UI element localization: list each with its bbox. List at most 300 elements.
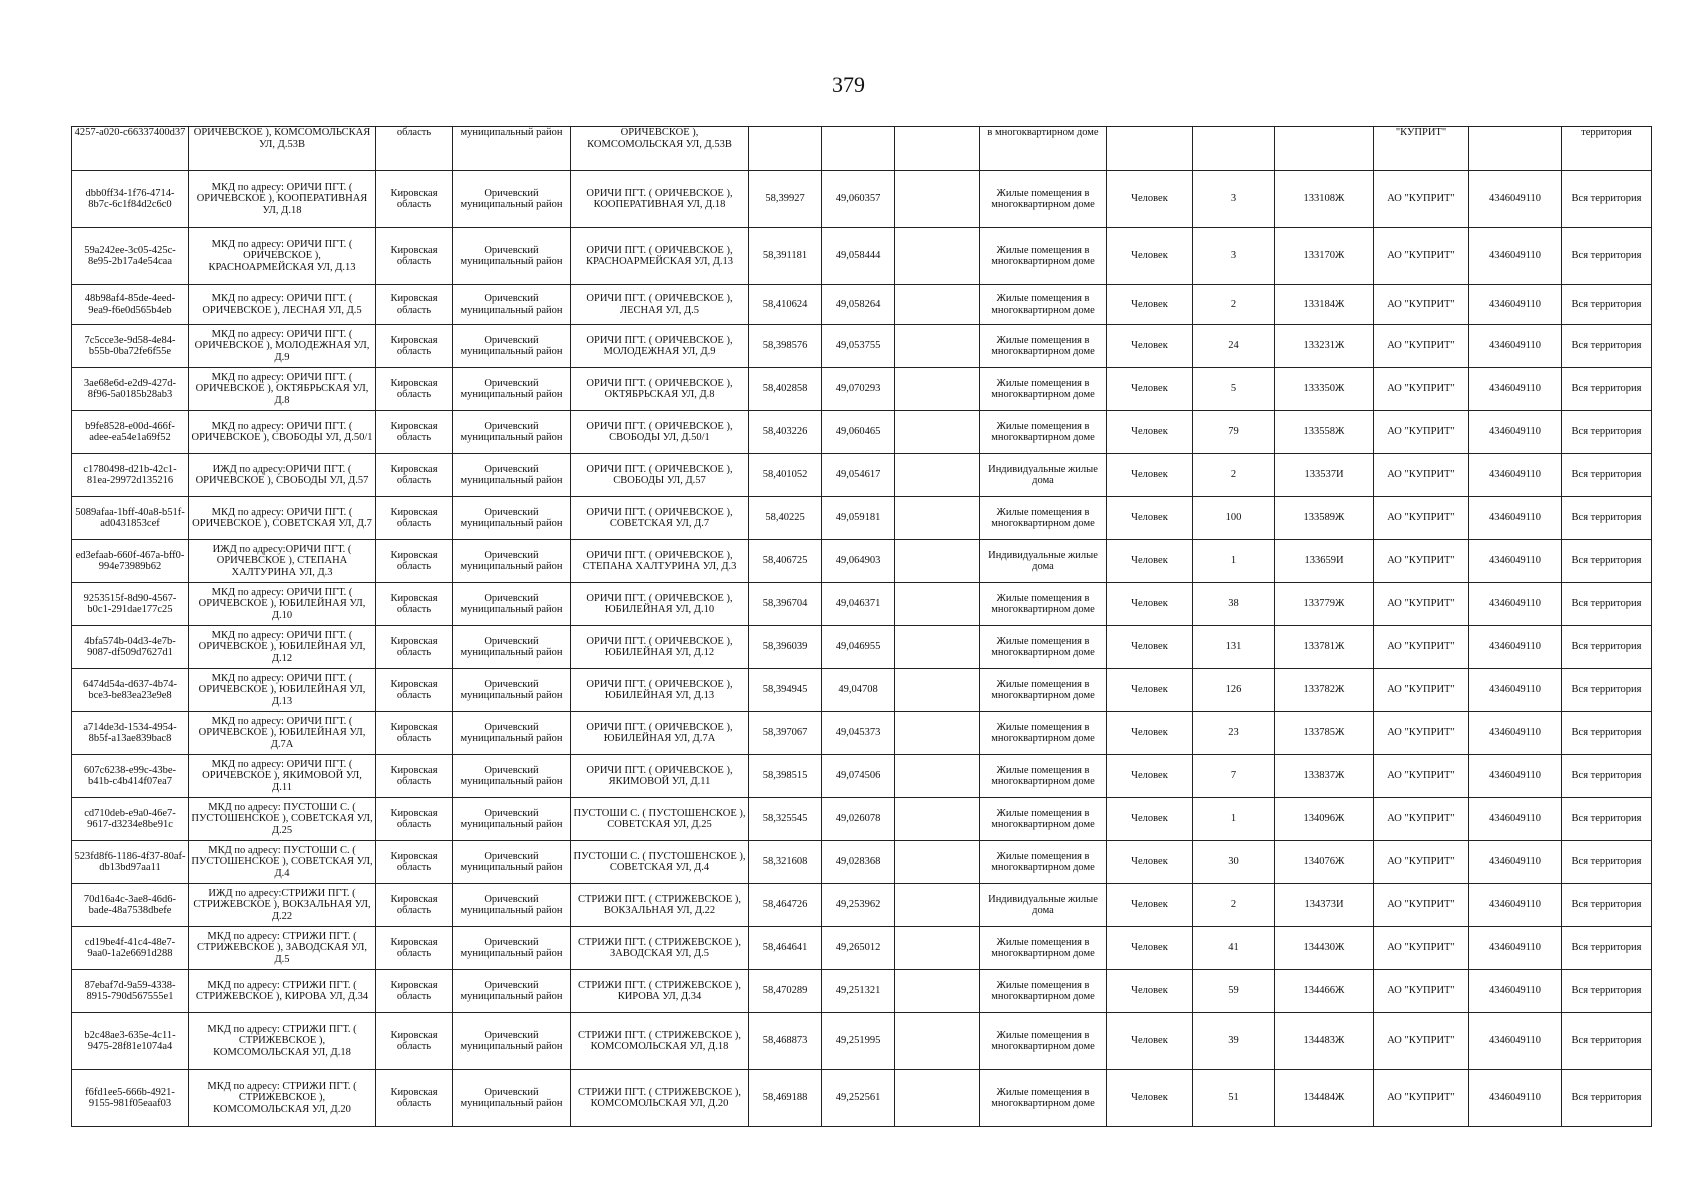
district-cell: Оричевский муниципальный район [453,626,571,669]
unit-cell: Человек [1107,884,1193,927]
region-cell: Кировская область [376,1013,453,1070]
operator-cell: АО "КУПРИТ" [1374,712,1469,755]
territory-cell: Вся территория [1562,669,1652,712]
territory-cell: Вся территория [1562,626,1652,669]
address-cell: СТРИЖИ ПГТ. ( СТРИЖЕВСКОЕ ), ЗАВОДСКАЯ УЛ, Д.5 [571,927,749,970]
empty-cell [895,325,980,368]
inn-cell: 4346049110 [1469,497,1562,540]
count-cell: 24 [1193,325,1275,368]
latitude-cell: 58,321608 [749,841,822,884]
region-cell: Кировская область [376,712,453,755]
longitude-cell: 49,060465 [822,411,895,454]
region-cell: Кировская область [376,669,453,712]
operator-cell: АО "КУПРИТ" [1374,325,1469,368]
latitude-cell: 58,410624 [749,285,822,325]
region-cell: Кировская область [376,368,453,411]
object-type-cell: Жилые помещения в многоквартирном доме [980,497,1107,540]
record-id-cell: 7c5cce3e-9d58-4e84-b55b-0ba72fe6f55e [72,325,189,368]
latitude-cell: 58,403226 [749,411,822,454]
territory-cell: Вся территория [1562,368,1652,411]
latitude-cell: 58,40225 [749,497,822,540]
object-name-cell: МКД по адресу: ОРИЧИ ПГТ. ( ОРИЧЕВСКОЕ ), ЮБИЛЕЙНАЯ УЛ, Д.13 [189,669,376,712]
object-name-cell: МКД по адресу: ОРИЧИ ПГТ. ( ОРИЧЕВСКОЕ ), ОКТЯБРЬСКАЯ УЛ, Д.8 [189,368,376,411]
account-code-cell: 133558Ж [1275,411,1374,454]
district-cell: Оричевский муниципальный район [453,669,571,712]
object-name-cell: МКД по адресу: СТРИЖИ ПГТ. ( СТРИЖЕВСКОЕ ), КОМСОМОЛЬСКАЯ УЛ, Д.18 [189,1013,376,1070]
object-type-cell: Жилые помещения в многоквартирном доме [980,626,1107,669]
empty-cell [895,285,980,325]
territory-cell: Вся территория [1562,325,1652,368]
unit-cell: Человек [1107,626,1193,669]
longitude-cell: 49,058264 [822,285,895,325]
inn-cell [1469,127,1562,171]
object-name-cell: МКД по адресу: СТРИЖИ ПГТ. ( СТРИЖЕВСКОЕ ), КИРОВА УЛ, Д.34 [189,970,376,1013]
object-type-cell: Жилые помещения в многоквартирном доме [980,171,1107,228]
territory-cell: Вся территория [1562,1013,1652,1070]
territory-cell: Вся территория [1562,540,1652,583]
count-cell: 41 [1193,927,1275,970]
region-cell: Кировская область [376,1070,453,1127]
record-id-cell: ed3efaab-660f-467a-bff0-994e73989b62 [72,540,189,583]
district-cell: Оричевский муниципальный район [453,841,571,884]
inn-cell: 4346049110 [1469,583,1562,626]
region-cell: Кировская область [376,884,453,927]
longitude-cell: 49,265012 [822,927,895,970]
account-code-cell: 133108Ж [1275,171,1374,228]
longitude-cell: 49,060357 [822,171,895,228]
object-name-cell: МКД по адресу: ОРИЧИ ПГТ. ( ОРИЧЕВСКОЕ ), ЯКИМОВОЙ УЛ, Д.11 [189,755,376,798]
region-cell: Кировская область [376,171,453,228]
table-row [72,755,1652,798]
object-name-cell: МКД по адресу: ОРИЧИ ПГТ. ( ОРИЧЕВСКОЕ ), МОЛОДЕЖНАЯ УЛ, Д.9 [189,325,376,368]
account-code-cell: 133350Ж [1275,368,1374,411]
district-cell: Оричевский муниципальный район [453,454,571,497]
address-cell: ОРИЧИ ПГТ. ( ОРИЧЕВСКОЕ ), СОВЕТСКАЯ УЛ, Д.7 [571,497,749,540]
territory-cell: Вся территория [1562,712,1652,755]
region-cell: Кировская область [376,497,453,540]
region-cell: Кировская область [376,626,453,669]
district-cell: Оричевский муниципальный район [453,970,571,1013]
unit-cell: Человек [1107,325,1193,368]
empty-cell [895,1013,980,1070]
record-id-cell: b9fe8528-e00d-466f-adee-ea54e1a69f52 [72,411,189,454]
table-row [72,285,1652,325]
district-cell: муниципальный район [453,127,571,171]
latitude-cell: 58,402858 [749,368,822,411]
inn-cell: 4346049110 [1469,325,1562,368]
count-cell: 100 [1193,497,1275,540]
operator-cell: АО "КУПРИТ" [1374,884,1469,927]
object-name-cell: МКД по адресу: ОРИЧИ ПГТ. ( ОРИЧЕВСКОЕ ), ЮБИЛЕЙНАЯ УЛ, Д.10 [189,583,376,626]
count-cell [1193,127,1275,171]
empty-cell [895,755,980,798]
record-id-cell: b2c48ae3-635e-4c11-9475-28f81e1074a4 [72,1013,189,1070]
account-code-cell: 134096Ж [1275,798,1374,841]
district-cell: Оричевский муниципальный район [453,583,571,626]
object-type-cell: Индивидуальные жилые дома [980,454,1107,497]
empty-cell [895,171,980,228]
inn-cell: 4346049110 [1469,228,1562,285]
table-row [72,626,1652,669]
object-type-cell: Жилые помещения в многоквартирном доме [980,228,1107,285]
object-type-cell: Жилые помещения в многоквартирном доме [980,970,1107,1013]
district-cell: Оричевский муниципальный район [453,228,571,285]
region-cell: Кировская область [376,454,453,497]
object-name-cell: ИЖД по адресу:СТРИЖИ ПГТ. ( СТРИЖЕВСКОЕ ), ВОКЗАЛЬНАЯ УЛ, Д.22 [189,884,376,927]
object-name-cell: МКД по адресу: СТРИЖИ ПГТ. ( СТРИЖЕВСКОЕ ), КОМСОМОЛЬСКАЯ УЛ, Д.20 [189,1070,376,1127]
unit-cell: Человек [1107,841,1193,884]
empty-cell [895,228,980,285]
account-code-cell: 133589Ж [1275,497,1374,540]
longitude-cell: 49,046955 [822,626,895,669]
region-cell: Кировская область [376,228,453,285]
object-name-cell: МКД по адресу: ПУСТОШИ С. ( ПУСТОШЕНСКОЕ ), СОВЕТСКАЯ УЛ, Д.25 [189,798,376,841]
longitude-cell: 49,074506 [822,755,895,798]
inn-cell: 4346049110 [1469,798,1562,841]
latitude-cell: 58,464726 [749,884,822,927]
object-name-cell: МКД по адресу: ОРИЧИ ПГТ. ( ОРИЧЕВСКОЕ ), СОВЕТСКАЯ УЛ, Д.7 [189,497,376,540]
district-cell: Оричевский муниципальный район [453,540,571,583]
account-code-cell: 134484Ж [1275,1070,1374,1127]
record-id-cell: 87ebaf7d-9a59-4338-8915-790d567555e1 [72,970,189,1013]
latitude-cell: 58,396704 [749,583,822,626]
district-cell: Оричевский муниципальный район [453,285,571,325]
object-name-cell: МКД по адресу: ОРИЧИ ПГТ. ( ОРИЧЕВСКОЕ ), СВОБОДЫ УЛ, Д.50/1 [189,411,376,454]
count-cell: 30 [1193,841,1275,884]
latitude-cell: 58,394945 [749,669,822,712]
longitude-cell: 49,252561 [822,1070,895,1127]
record-id-cell: f6fd1ee5-666b-4921-9155-981f05eaaf03 [72,1070,189,1127]
address-cell: СТРИЖИ ПГТ. ( СТРИЖЕВСКОЕ ), КОМСОМОЛЬСКАЯ УЛ, Д.20 [571,1070,749,1127]
object-type-cell: Жилые помещения в многоквартирном доме [980,712,1107,755]
territory-cell: Вся территория [1562,285,1652,325]
longitude-cell: 49,251321 [822,970,895,1013]
inn-cell: 4346049110 [1469,171,1562,228]
unit-cell: Человек [1107,970,1193,1013]
record-id-cell: 6474d54a-d637-4b74-bce3-be83ea23e9e8 [72,669,189,712]
empty-cell [895,368,980,411]
inn-cell: 4346049110 [1469,884,1562,927]
longitude-cell: 49,251995 [822,1013,895,1070]
longitude-cell: 49,028368 [822,841,895,884]
unit-cell: Человек [1107,368,1193,411]
object-name-cell: МКД по адресу: ПУСТОШИ С. ( ПУСТОШЕНСКОЕ ), СОВЕТСКАЯ УЛ, Д.4 [189,841,376,884]
latitude-cell: 58,468873 [749,1013,822,1070]
unit-cell: Человек [1107,540,1193,583]
account-code-cell: 134430Ж [1275,927,1374,970]
unit-cell: Человек [1107,171,1193,228]
count-cell: 3 [1193,171,1275,228]
record-id-cell: cd710deb-e9a0-46e7-9617-d3234e8be91c [72,798,189,841]
table-row [72,228,1652,285]
region-cell: Кировская область [376,970,453,1013]
account-code-cell: 133659И [1275,540,1374,583]
operator-cell: АО "КУПРИТ" [1374,583,1469,626]
longitude-cell: 49,058444 [822,228,895,285]
count-cell: 39 [1193,1013,1275,1070]
count-cell: 1 [1193,540,1275,583]
territory-cell: Вся территория [1562,497,1652,540]
address-cell: ОРИЧИ ПГТ. ( ОРИЧЕВСКОЕ ), КООПЕРАТИВНАЯ УЛ, Д.18 [571,171,749,228]
record-id-cell: dbb0ff34-1f76-4714-8b7c-6c1f84d2c6c0 [72,171,189,228]
longitude-cell: 49,045373 [822,712,895,755]
address-cell: ОРИЧИ ПГТ. ( ОРИЧЕВСКОЕ ), ЮБИЛЕЙНАЯ УЛ, Д.13 [571,669,749,712]
territory-cell: Вся территория [1562,755,1652,798]
territory-cell: Вся территория [1562,228,1652,285]
object-type-cell: Жилые помещения в многоквартирном доме [980,841,1107,884]
operator-cell: АО "КУПРИТ" [1374,285,1469,325]
object-name-cell: МКД по адресу: ОРИЧИ ПГТ. ( ОРИЧЕВСКОЕ ), ЮБИЛЕЙНАЯ УЛ, Д.7А [189,712,376,755]
unit-cell: Человек [1107,454,1193,497]
object-type-cell: Жилые помещения в многоквартирном доме [980,411,1107,454]
longitude-cell: 49,053755 [822,325,895,368]
empty-cell [895,1070,980,1127]
region-cell: Кировская область [376,583,453,626]
object-type-cell: Индивидуальные жилые дома [980,884,1107,927]
inn-cell: 4346049110 [1469,712,1562,755]
table-row [72,325,1652,368]
record-id-cell: 4bfa574b-04d3-4e7b-9087-df509d7627d1 [72,626,189,669]
operator-cell: АО "КУПРИТ" [1374,454,1469,497]
address-cell: ОРИЧИ ПГТ. ( ОРИЧЕВСКОЕ ), ОКТЯБРЬСКАЯ УЛ, Д.8 [571,368,749,411]
count-cell: 51 [1193,1070,1275,1127]
table-row [72,368,1652,411]
operator-cell: АО "КУПРИТ" [1374,368,1469,411]
account-code-cell: 134483Ж [1275,1013,1374,1070]
district-cell: Оричевский муниципальный район [453,497,571,540]
district-cell: Оричевский муниципальный район [453,1013,571,1070]
region-cell: Кировская область [376,798,453,841]
inn-cell: 4346049110 [1469,841,1562,884]
account-code-cell: 133785Ж [1275,712,1374,755]
district-cell: Оричевский муниципальный район [453,755,571,798]
account-code-cell: 133781Ж [1275,626,1374,669]
account-code-cell: 134076Ж [1275,841,1374,884]
object-type-cell: Индивидуальные жилые дома [980,540,1107,583]
territory-cell: Вся территория [1562,411,1652,454]
empty-cell [895,540,980,583]
object-type-cell: Жилые помещения в многоквартирном доме [980,1070,1107,1127]
inn-cell: 4346049110 [1469,970,1562,1013]
longitude-cell: 49,059181 [822,497,895,540]
operator-cell: АО "КУПРИТ" [1374,171,1469,228]
empty-cell [895,454,980,497]
object-name-cell: МКД по адресу: ОРИЧИ ПГТ. ( ОРИЧЕВСКОЕ ), КООПЕРАТИВНАЯ УЛ, Д.18 [189,171,376,228]
address-cell: ОРИЧИ ПГТ. ( ОРИЧЕВСКОЕ ), ЛЕСНАЯ УЛ, Д.5 [571,285,749,325]
record-id-cell: 9253515f-8d90-4567-b0c1-291dae177c25 [72,583,189,626]
territory-cell: территория [1562,127,1652,171]
longitude-cell: 49,070293 [822,368,895,411]
unit-cell: Человек [1107,228,1193,285]
table-row [72,712,1652,755]
longitude-cell: 49,026078 [822,798,895,841]
registry-table-body [72,127,1652,1127]
table-row [72,171,1652,228]
record-id-cell: 3ae68e6d-e2d9-427d-8f96-5a0185b28ab3 [72,368,189,411]
inn-cell: 4346049110 [1469,1013,1562,1070]
territory-cell: Вся территория [1562,454,1652,497]
object-type-cell: в многоквартирном доме [980,127,1107,171]
empty-cell [895,927,980,970]
address-cell: ОРИЧИ ПГТ. ( ОРИЧЕВСКОЕ ), ЮБИЛЕЙНАЯ УЛ, Д.7А [571,712,749,755]
table-row [72,798,1652,841]
record-id-cell: 523fd8f6-1186-4f37-80af-db13bd97aa11 [72,841,189,884]
table-row [72,927,1652,970]
address-cell: ОРИЧИ ПГТ. ( ОРИЧЕВСКОЕ ), ЯКИМОВОЙ УЛ, Д.11 [571,755,749,798]
territory-cell: Вся территория [1562,884,1652,927]
latitude-cell: 58,39927 [749,171,822,228]
territory-cell: Вся территория [1562,583,1652,626]
address-cell: ОРИЧИ ПГТ. ( ОРИЧЕВСКОЕ ), СВОБОДЫ УЛ, Д.57 [571,454,749,497]
record-id-cell: c1780498-d21b-42c1-81ea-29972d135216 [72,454,189,497]
latitude-cell: 58,325545 [749,798,822,841]
operator-cell: АО "КУПРИТ" [1374,755,1469,798]
count-cell: 59 [1193,970,1275,1013]
latitude-cell [749,127,822,171]
operator-cell: АО "КУПРИТ" [1374,669,1469,712]
latitude-cell: 58,398576 [749,325,822,368]
object-type-cell: Жилые помещения в многоквартирном доме [980,798,1107,841]
table-row [72,970,1652,1013]
table-row [72,1070,1652,1127]
account-code-cell: 133231Ж [1275,325,1374,368]
object-type-cell: Жилые помещения в многоквартирном доме [980,368,1107,411]
district-cell: Оричевский муниципальный район [453,712,571,755]
empty-cell [895,626,980,669]
inn-cell: 4346049110 [1469,1070,1562,1127]
object-type-cell: Жилые помещения в многоквартирном доме [980,583,1107,626]
count-cell: 2 [1193,285,1275,325]
unit-cell: Человек [1107,1013,1193,1070]
empty-cell [895,712,980,755]
empty-cell [895,841,980,884]
inn-cell: 4346049110 [1469,411,1562,454]
unit-cell: Человек [1107,798,1193,841]
operator-cell: АО "КУПРИТ" [1374,228,1469,285]
address-cell: ОРИЧИ ПГТ. ( ОРИЧЕВСКОЕ ), МОЛОДЕЖНАЯ УЛ, Д.9 [571,325,749,368]
object-type-cell: Жилые помещения в многоквартирном доме [980,755,1107,798]
longitude-cell: 49,054617 [822,454,895,497]
count-cell: 2 [1193,884,1275,927]
account-code-cell: 133837Ж [1275,755,1374,798]
unit-cell: Человек [1107,1070,1193,1127]
latitude-cell: 58,464641 [749,927,822,970]
latitude-cell: 58,398515 [749,755,822,798]
count-cell: 7 [1193,755,1275,798]
account-code-cell: 133782Ж [1275,669,1374,712]
region-cell: Кировская область [376,285,453,325]
table-row [72,1013,1652,1070]
account-code-cell: 133537И [1275,454,1374,497]
operator-cell: АО "КУПРИТ" [1374,841,1469,884]
address-cell: СТРИЖИ ПГТ. ( СТРИЖЕВСКОЕ ), ВОКЗАЛЬНАЯ УЛ, Д.22 [571,884,749,927]
district-cell: Оричевский муниципальный район [453,411,571,454]
empty-cell [895,411,980,454]
object-name-cell: ИЖД по адресу:ОРИЧИ ПГТ. ( ОРИЧЕВСКОЕ ), СВОБОДЫ УЛ, Д.57 [189,454,376,497]
district-cell: Оричевский муниципальный район [453,798,571,841]
address-cell: СТРИЖИ ПГТ. ( СТРИЖЕВСКОЕ ), КИРОВА УЛ, Д.34 [571,970,749,1013]
address-cell: ПУСТОШИ С. ( ПУСТОШЕНСКОЕ ), СОВЕТСКАЯ УЛ, Д.25 [571,798,749,841]
inn-cell: 4346049110 [1469,285,1562,325]
object-name-cell: МКД по адресу: ОРИЧИ ПГТ. ( ОРИЧЕВСКОЕ ), ЛЕСНАЯ УЛ, Д.5 [189,285,376,325]
object-name-cell: ИЖД по адресу:ОРИЧИ ПГТ. ( ОРИЧЕВСКОЕ ), СТЕПАНА ХАЛТУРИНА УЛ, Д.3 [189,540,376,583]
operator-cell: АО "КУПРИТ" [1374,411,1469,454]
table-row [72,669,1652,712]
count-cell: 79 [1193,411,1275,454]
table-row [72,497,1652,540]
operator-cell: АО "КУПРИТ" [1374,626,1469,669]
address-cell: ОРИЧИ ПГТ. ( ОРИЧЕВСКОЕ ), КРАСНОАРМЕЙСКАЯ УЛ, Д.13 [571,228,749,285]
record-id-cell: 70d16a4c-3ae8-46d6-bade-48a7538dbefe [72,884,189,927]
territory-cell: Вся территория [1562,1070,1652,1127]
operator-cell: АО "КУПРИТ" [1374,1013,1469,1070]
object-type-cell: Жилые помещения в многоквартирном доме [980,325,1107,368]
unit-cell: Человек [1107,583,1193,626]
address-cell: СТРИЖИ ПГТ. ( СТРИЖЕВСКОЕ ), КОМСОМОЛЬСКАЯ УЛ, Д.18 [571,1013,749,1070]
inn-cell: 4346049110 [1469,454,1562,497]
inn-cell: 4346049110 [1469,927,1562,970]
record-id-cell: 5089afaa-1bff-40a8-b51f-ad0431853cef [72,497,189,540]
record-id-cell: 4257-a020-c66337400d37 [72,127,189,171]
longitude-cell: 49,064903 [822,540,895,583]
territory-cell: Вся территория [1562,927,1652,970]
empty-cell [895,884,980,927]
latitude-cell: 58,401052 [749,454,822,497]
latitude-cell: 58,391181 [749,228,822,285]
longitude-cell: 49,046371 [822,583,895,626]
account-code-cell: 133779Ж [1275,583,1374,626]
operator-cell: АО "КУПРИТ" [1374,497,1469,540]
account-code-cell: 134466Ж [1275,970,1374,1013]
inn-cell: 4346049110 [1469,540,1562,583]
record-id-cell: a714de3d-1534-4954-8b5f-a13ae839bac8 [72,712,189,755]
empty-cell [895,669,980,712]
inn-cell: 4346049110 [1469,626,1562,669]
inn-cell: 4346049110 [1469,755,1562,798]
record-id-cell: 48b98af4-85de-4eed-9ea9-f6e0d565b4eb [72,285,189,325]
table-row [72,841,1652,884]
object-name-cell: МКД по адресу: ОРИЧИ ПГТ. ( ОРИЧЕВСКОЕ ), КРАСНОАРМЕЙСКАЯ УЛ, Д.13 [189,228,376,285]
object-type-cell: Жилые помещения в многоквартирном доме [980,285,1107,325]
account-code-cell [1275,127,1374,171]
empty-cell [895,583,980,626]
unit-cell: Человек [1107,755,1193,798]
empty-cell [895,127,980,171]
table-row [72,127,1652,171]
operator-cell: АО "КУПРИТ" [1374,540,1469,583]
count-cell: 2 [1193,454,1275,497]
operator-cell: АО "КУПРИТ" [1374,927,1469,970]
unit-cell: Человек [1107,927,1193,970]
region-cell: Кировская область [376,411,453,454]
count-cell: 38 [1193,583,1275,626]
account-code-cell: 134373И [1275,884,1374,927]
operator-cell: "КУПРИТ" [1374,127,1469,171]
territory-cell: Вся территория [1562,798,1652,841]
address-cell: ПУСТОШИ С. ( ПУСТОШЕНСКОЕ ), СОВЕТСКАЯ УЛ, Д.4 [571,841,749,884]
address-cell: ОРИЧЕВСКОЕ ), КОМСОМОЛЬСКАЯ УЛ, Д.53В [571,127,749,171]
unit-cell: Человек [1107,285,1193,325]
latitude-cell: 58,470289 [749,970,822,1013]
region-cell: Кировская область [376,540,453,583]
latitude-cell: 58,396039 [749,626,822,669]
operator-cell: АО "КУПРИТ" [1374,970,1469,1013]
territory-cell: Вся территория [1562,171,1652,228]
district-cell: Оричевский муниципальный район [453,325,571,368]
latitude-cell: 58,469188 [749,1070,822,1127]
unit-cell [1107,127,1193,171]
object-type-cell: Жилые помещения в многоквартирном доме [980,927,1107,970]
